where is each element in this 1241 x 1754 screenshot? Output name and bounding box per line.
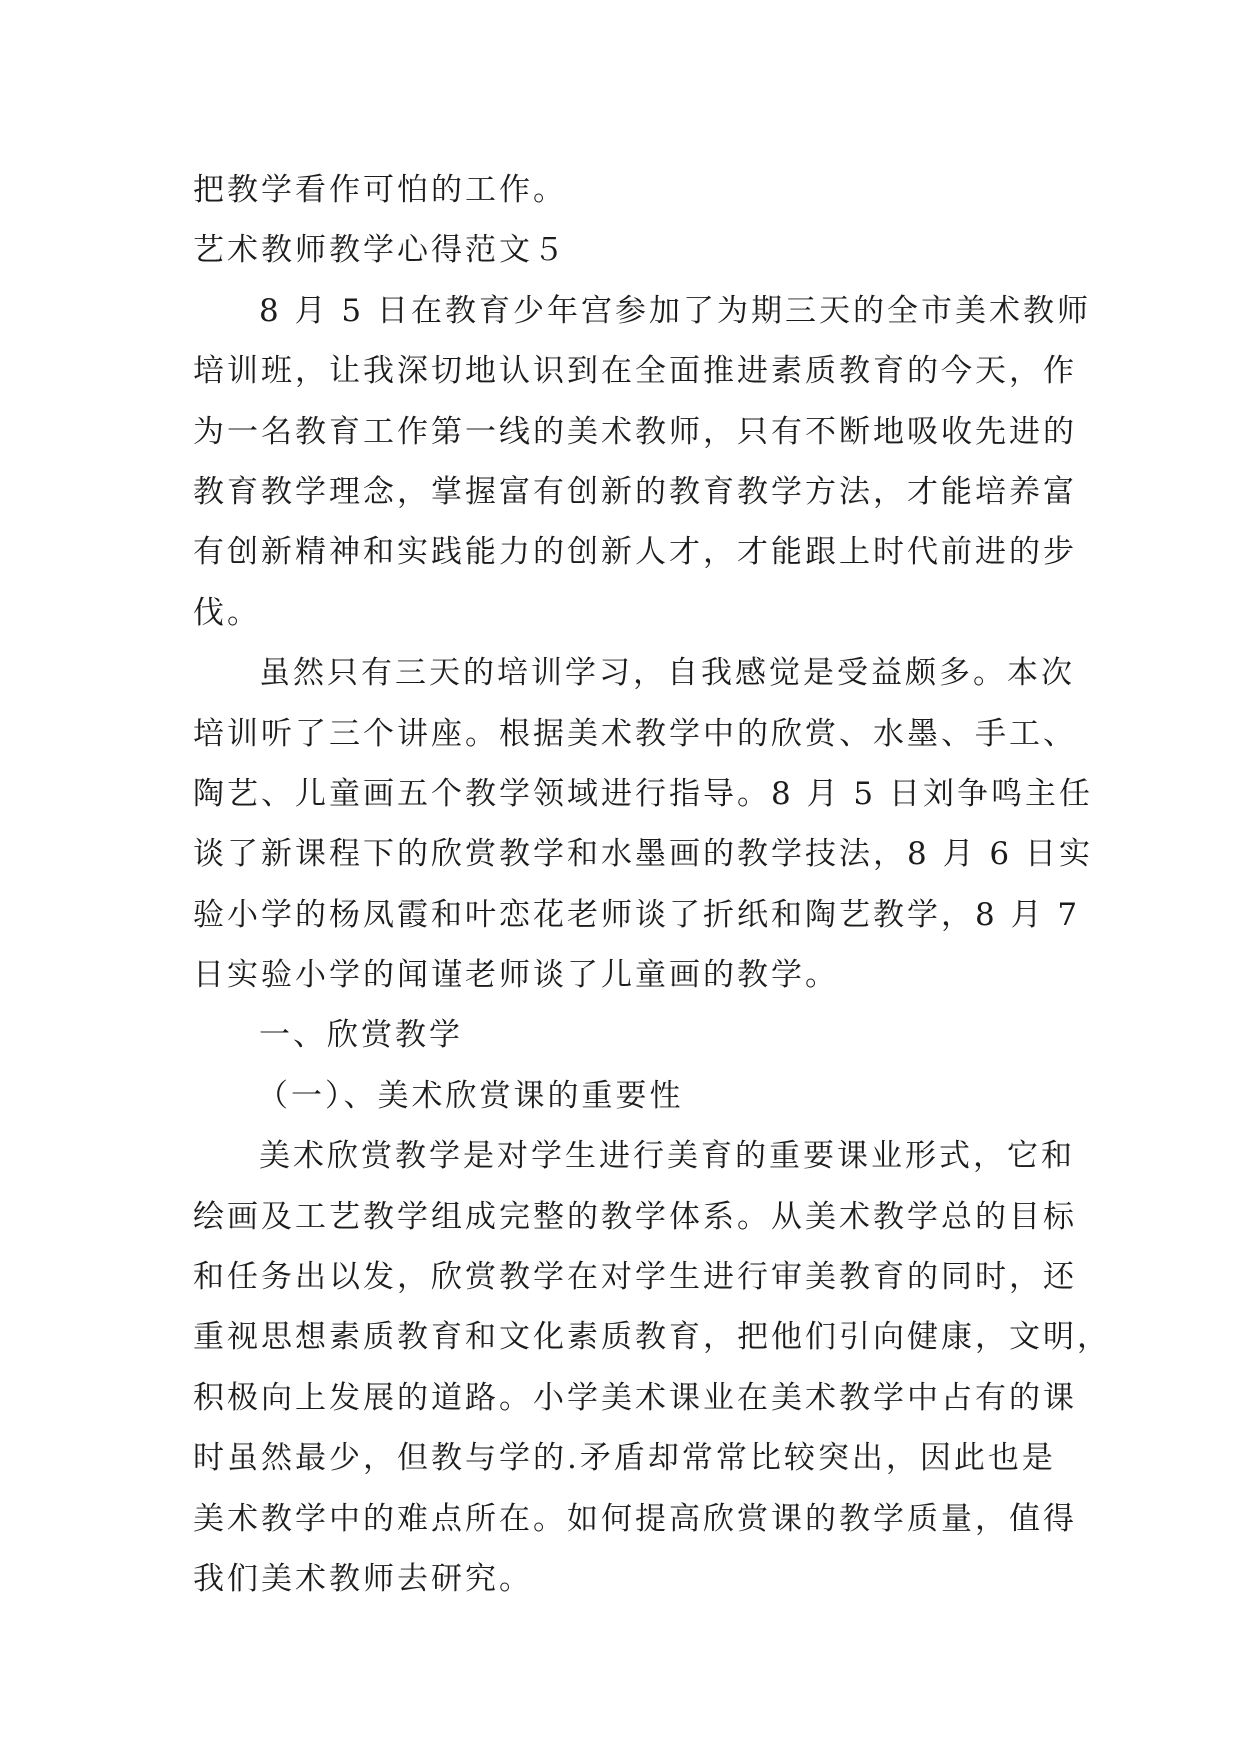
text-line: 为一名教育工作第一线的美术教师，只有不断地吸收先进的	[193, 413, 1077, 450]
text-line: 验小学的杨凤霞和叶恋花老师谈了折纸和陶艺教学，8 月 7	[193, 896, 1081, 933]
text-line: 8 月 5 日在教育少年宫参加了为期三天的全市美术教师	[259, 292, 1092, 329]
subheading: 一、欣赏教学	[259, 1017, 463, 1054]
section-heading: 艺术教师教学心得范文５	[193, 232, 567, 269]
text-line: 日实验小学的闻谨老师谈了儿童画的教学。	[193, 957, 839, 994]
text-line: 美术欣赏教学是对学生进行美育的重要课业形式，它和	[259, 1138, 1075, 1175]
document-body	[193, 160, 1111, 1609]
text-line: 陶艺、儿童画五个教学领域进行指导。8 月 5 日刘争鸣主任	[193, 775, 1094, 812]
text-line: 伐。	[193, 594, 261, 631]
text-line: 培训听了三个讲座。根据美术教学中的欣赏、水墨、手工、	[193, 715, 1077, 752]
text-line: 谈了新课程下的欣赏教学和水墨画的教学技法，8 月 6 日实	[193, 836, 1094, 873]
text-line: 美术教学中的难点所在。如何提高欣赏课的教学质量，值得	[193, 1500, 1077, 1537]
text-line: 培训班，让我深切地认识到在全面推进素质教育的今天，作	[193, 353, 1077, 390]
text-line: 时虽然最少，但教与学的.矛盾却常常比较突出，因此也是	[193, 1440, 1056, 1477]
text-line: 重视思想素质教育和文化素质教育，把他们引向健康，文明，	[193, 1319, 1111, 1356]
subheading: （一）、美术欣赏课的重要性	[257, 1077, 684, 1114]
text-line: 把教学看作可怕的工作。	[193, 172, 567, 208]
text-line: 我们美术教师去研究。	[193, 1560, 533, 1597]
text-line: 绘画及工艺教学组成完整的教学体系。从美术教学总的目标	[193, 1198, 1077, 1235]
text-line: 教育教学理念，掌握富有创新的教育教学方法，才能培养富	[193, 473, 1077, 510]
text-line: 积极向上发展的道路。小学美术课业在美术教学中占有的课	[193, 1379, 1077, 1416]
text-line: 和任务出以发，欣赏教学在对学生进行审美教育的同时，还	[193, 1259, 1077, 1296]
text-line: 有创新精神和实践能力的创新人才，才能跟上时代前进的步	[193, 534, 1077, 571]
text-line: 虽然只有三天的培训学习，自我感觉是受益颇多。本次	[259, 655, 1075, 692]
